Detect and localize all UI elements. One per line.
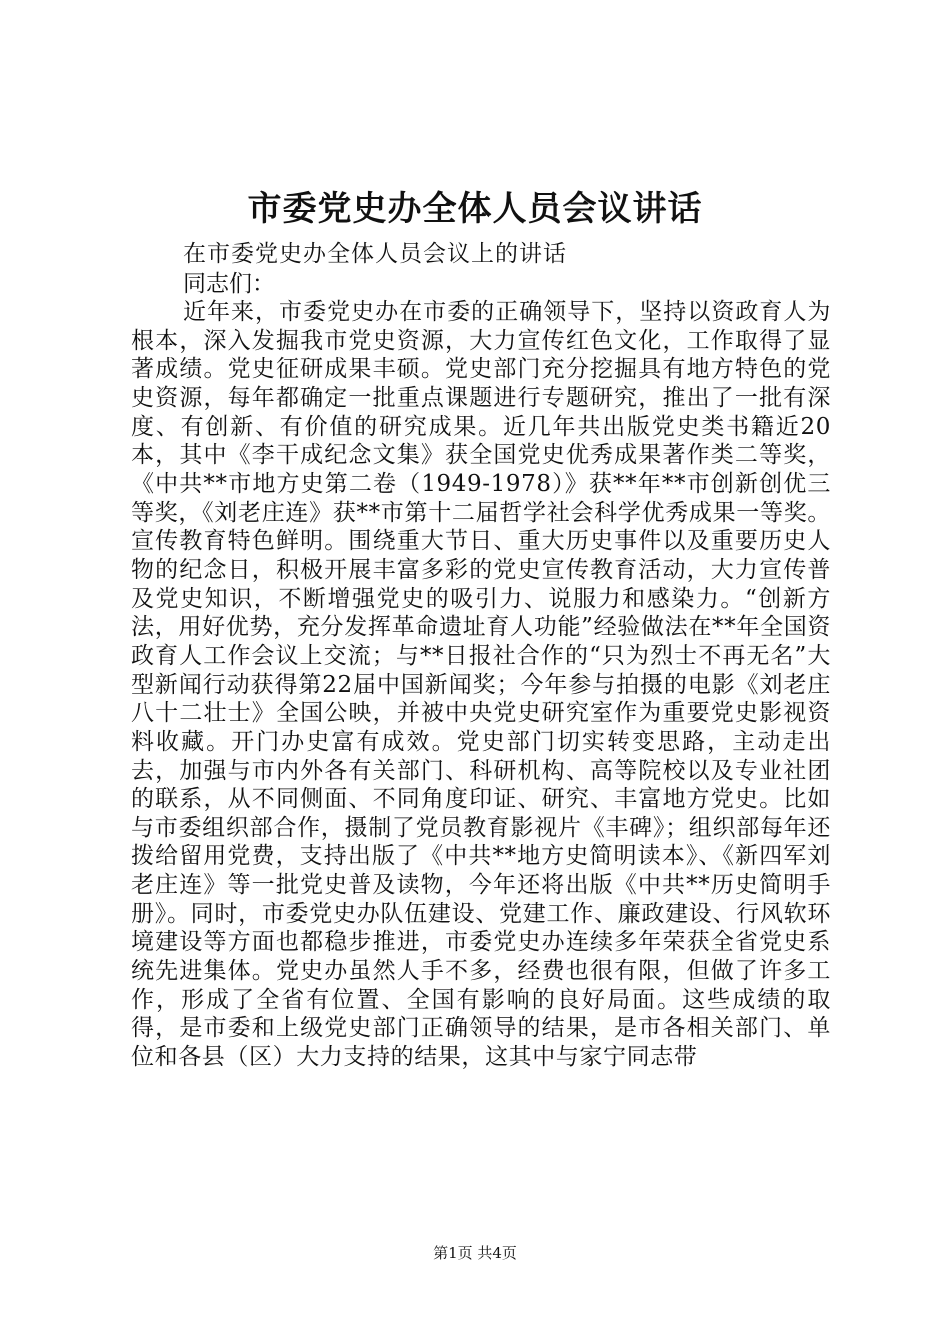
page-number-footer: 第1页 共4页	[433, 1244, 517, 1262]
document-subtitle: 在市委党史办全体人员会议上的讲话	[183, 241, 567, 267]
greeting-line: 同志们：	[183, 271, 275, 297]
document-title: 市委党史办全体人员会议讲话	[247, 189, 703, 229]
body-paragraph: 近年来，市委党史办在市委的正确领导下，坚持以资政育人为根本，深入发掘我市党史资源，大力宣传红色文化，工作取得了显著成绩。党史征研成果丰硕。党史部门充分挖掘具有地方特色的党史资源，每年都确定一批重点课题进行专题研究，推出了一批有深度、有创新、有价值的研究成果。近几年共出版党史类书籍近20本，其中《李干成纪念文集》获全国党史优秀成果著作类二等奖，《中共**市地方史第二卷（1949-1978）》获**年**市创新创优三等奖，《刘老庄连》获**市第十二届哲学社会科学优秀成果一等奖。宣传教育特色鲜明。围绕重大节日、重大历史事件以及重要历史人物的纪念日，积极开展丰富多彩的党史宣传教育活动，大力宣传普及党史知识，不断增强党史的吸引力、说服力和感染力。“创新方法，用好优势，充分发挥革命遗址育人功能”经验做法在**年全国资政育人工作会议上交流；与**日报社合作的“只为烈士不再无名”大型新闻行动获得第22届中国新闻奖；今年参与拍摄的电影《刘老庄八十二壮士》全国公映，并被中央党史研究室作为重要党史影视资料收藏。开门办史富有成效。党史部门切实转变思路，主动走出去，加强与市内外各有关部门、科研机构、高等院校以及专业社团的联系，从不同侧面、不同角度印证、研究、丰富地方党史。比如与市委组织部合作，摄制了党员教育影视片《丰碑》；组织部每年还拨给留用党费，支持出版了《中共**地方史简明读本》、《新四军刘老庄连》等一批党史普及读物，今年还将出版《中共**历史简明手册》。同时，市委党史办队伍建设、党建工作、廉政建设、行风软环境建设等方面也都稳步推进，市委党史办连续多年荣获全省党史系统先进集体。党史办虽然人手不多，经费也很有限，但做了许多工作，形成了全省有位置、全国有影响的良好局面。这些成绩的取得，是市委和上级党史部门正确领导的结果，是市各相关部门、单位和各县（区）大力支持的结果，这其中与家宁同志带	[131, 299, 831, 1071]
